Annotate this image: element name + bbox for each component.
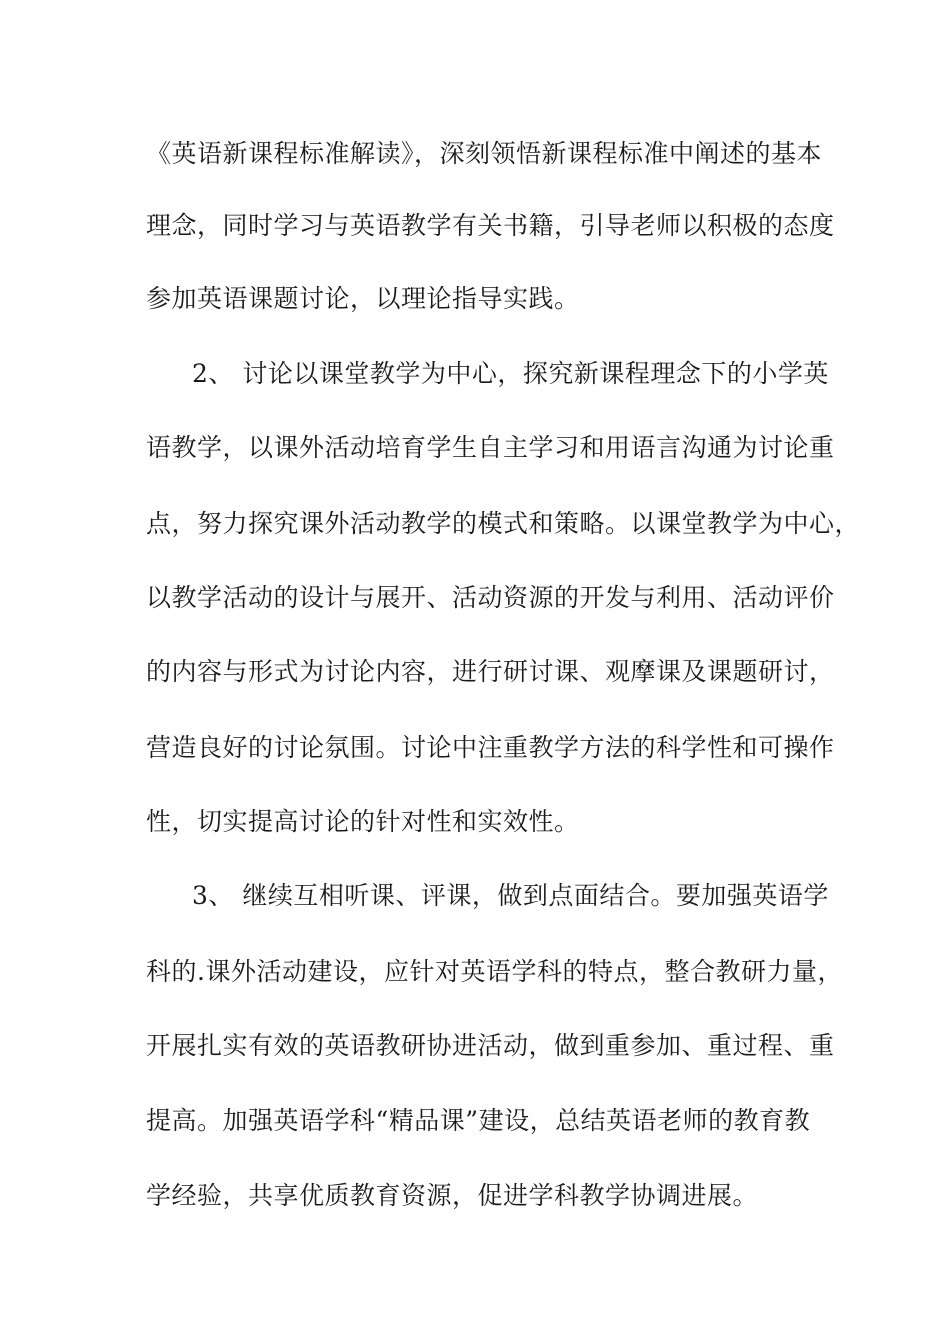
text-line: 开展扎实有效的英语教研协进活动，做到重参加、重过程、重 [146, 1031, 835, 1060]
text-line: 提高。加强英语学科“精品课”建设，总结英语老师的教育教 [146, 1106, 811, 1135]
text-line: 的内容与形式为讨论内容，进行研讨课、观摩课及课题研讨， [146, 657, 835, 686]
text-line: 《英语新课程标准解读》，深刻领悟新课程标准中阐述的基本 [146, 139, 823, 168]
text-line: 学经验，共享优质教育资源，促进学科教学协调进展。 [146, 1181, 759, 1210]
text-line: 2、 讨论以课堂教学为中心，探究新课程理念下的小学英 [192, 359, 829, 388]
text-line: 点，努力探究课外活动教学的模式和策略。以课堂教学为中心， [146, 509, 861, 538]
text-line: 以教学活动的设计与展开、活动资源的开发与利用、活动评价 [146, 583, 835, 612]
text-line: 理念，同时学习与英语教学有关书籍，引导老师以积极的态度 [146, 211, 835, 240]
text-line: 营造良好的讨论氛围。讨论中注重教学方法的科学性和可操作 [146, 733, 835, 762]
text-line: 性，切实提高讨论的针对性和实效性。 [146, 807, 580, 836]
text-line: 3、 继续互相听课、评课，做到点面结合。要加强英语学 [192, 881, 829, 910]
text-line: 语教学，以课外活动培育学生自主学习和用语言沟通为讨论重 [146, 433, 835, 462]
text-line: 参加英语课题讨论，以理论指导实践。 [146, 284, 580, 313]
text-line: 科的.课外活动建设，应针对英语学科的特点，整合教研力量， [146, 957, 843, 986]
